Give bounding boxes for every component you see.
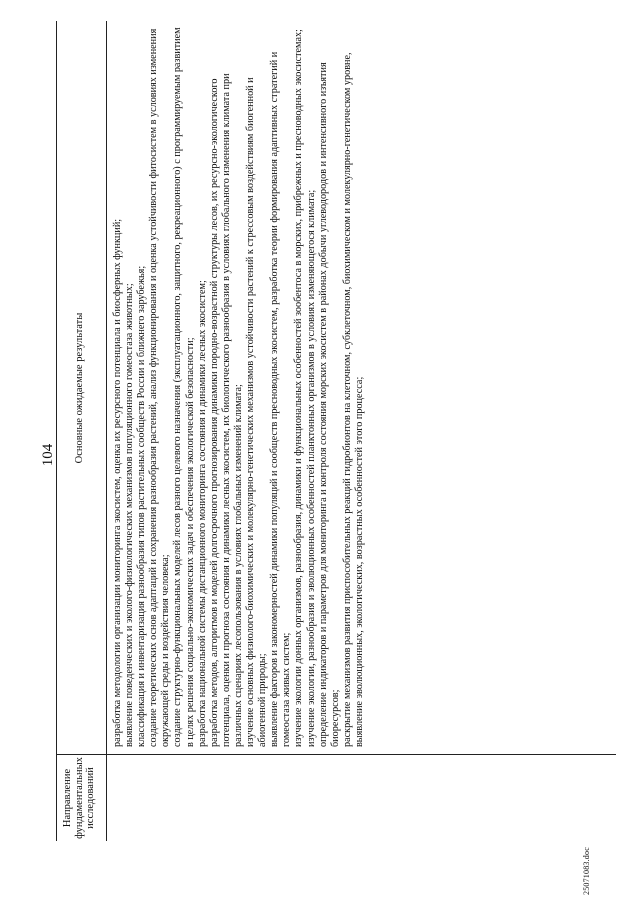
result-item: выявление поведенческих и эколого-физиологических механизмов популяционного гомеостаза животных; xyxy=(124,283,136,747)
result-item: разработка методологии организации мониторинга экосистем, оценка их ресурсного потенциала и биосферных функций; xyxy=(112,218,123,747)
column-header-direction xyxy=(62,757,97,839)
result-item: раскрытие механизмов развития приспособительных реакций гидробионтов на клеточном, субклеточном, биохимическом и молекулярно-генетическом уровне, выявление эволюционных, экологических, возрастных особенностей этого процесса; xyxy=(341,52,365,747)
result-item: разработка национальной системы дистанционного мониторинга состояния и динамики лесных экосистем; xyxy=(196,280,208,747)
table-top-rule xyxy=(56,21,57,841)
result-item: изучение экологии донных организмов, разнообразия, динамики и функциональных особенностей зообентоса в морских, прибрежных и пресноводных экосистемах; xyxy=(293,29,305,747)
results-list xyxy=(112,27,366,747)
table-column-divider xyxy=(56,754,616,755)
page-number: 104 xyxy=(40,443,56,467)
column-header-line: Направление xyxy=(62,768,73,828)
results-table xyxy=(56,21,616,841)
result-item: изучение основных физиолого-биохимических и молекулярно-генетических механизмов устойчивости растений к стрессовым воздействиям биогенной и абиогенной природы; xyxy=(245,77,269,747)
result-item: определение индикаторов и параметров для мониторинга и контроля состояния морских экосистем в районах добычи углеводородов и интенсивного изъятия биоресурсов; xyxy=(317,62,341,747)
column-header-line: исследований xyxy=(85,767,96,829)
result-item: создание структурно-функциональных моделей лесов разного целевого назначения (эксплуатационного, защитного, рекреационного) с программируемым развитием в целях решения социально-экономических задач и обеспечения экологической безопасности; xyxy=(172,27,196,747)
result-item: классификация и инвентаризация разнообразия типов растительных сообществ России и ближнего зарубежья; xyxy=(136,265,148,747)
result-item: выявление факторов и закономерностей динамики популяций и сообществ пресноводных экосистем, разработка теории формирования адаптивных стратегий и гомеостаза живых систем; xyxy=(269,51,293,747)
column-header-results: Основные ожидаемые результаты xyxy=(74,312,85,464)
column-header-line: фундаментальных xyxy=(73,757,85,839)
document-code: 25071083.doc xyxy=(582,847,591,895)
table-header-rule xyxy=(106,21,107,841)
result-item: изучение экологии, разнообразия и эволюционных особенностей планктонных организмов в условиях изменяющегося климата; xyxy=(305,189,317,747)
result-item: создание теоретических основ адаптаций и сохранения разнообразия растений, анализ функционирования и оценка устойчивости фитосистем в условиях изменения окружающей среды и воздействия человека; xyxy=(148,28,172,747)
result-item: разработка методов, алгоритмов и моделей долгосрочного прогнозирования динамики породно-возрастной структуры лесов, их ресурсно-экологического потенциала, оценки и прогноза состояния и динамики лесных экосистем, их биологического разнообразия в условиях глобального изменения климата при различных сценариях лесопользования в условиях глобальных изменений климата; xyxy=(208,73,244,747)
